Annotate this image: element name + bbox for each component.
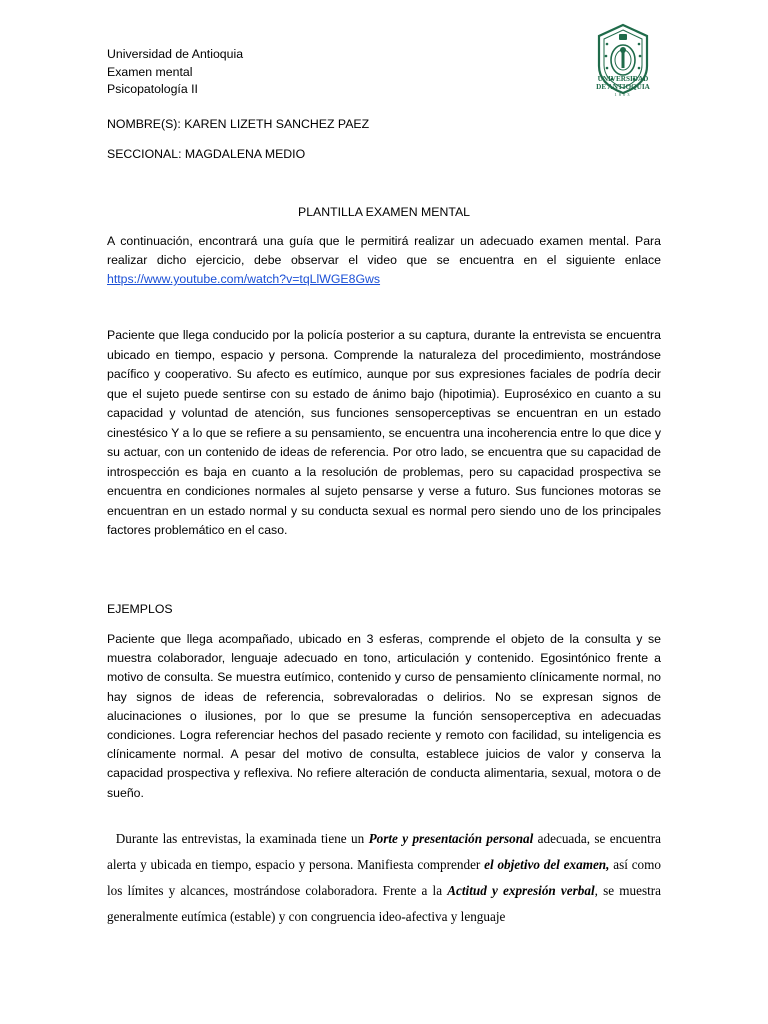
logo-text-line2: DE ANTIOQUIA [596,83,650,91]
interview-paragraph [107,826,661,930]
interview-bold-1: Porte y presentación personal [368,831,534,846]
intro-paragraph [107,232,661,289]
interview-bold-2: el objetivo del examen, [484,857,610,872]
interview-text-2: adecuada, se encuentra alerta y ubicada en tiempo, espacio y persona. Manifiesta comprender [107,831,661,872]
course-line: Psicopatología II [107,82,198,96]
branch-line: SECCIONAL: MAGDALENA MEDIO [107,147,306,161]
examples-heading: EJEMPLOS [107,602,173,616]
student-name-line: NOMBRE(S): KAREN LIZETH SANCHEZ PAEZ [107,117,370,131]
case-paragraph: Paciente que llega conducido por la policía posterior a su captura, durante la entrevista se encuentra ubicado en tiempo, espacio y persona. Comprende la naturaleza del procedimiento, mostrándose pacífico y cooperativo. Su afecto es eutímico, aunque por sus expresiones faciales de podría decir que el sujeto puede sentirse con su estado de ánimo bajo (hipotimia). Euproséxico en cuanto a su capacidad y voluntad de atención, sus funciones sensoperceptivas se encuentran en un estado cinestésico Y a lo que se refiere a su pensamiento, se encuentra una incoherencia entre lo que dice y su actuar, con un contenido de ideas de referencia. Por otro lado, se encuentra que su capacidad de introspección es baja en cuanto a la resolución de problemas, pero su capacidad prospectiva se encuentra en condiciones normales al sujeto pensarse y verse a futuro. Sus funciones motoras se encuentran en un estado normal y su conducta sexual es normal pero siendo uno de los principales factores problemático en el caso. [107,328,661,537]
institution-line: Universidad de Antioquia [107,47,244,61]
interview-bold-3: Actitud y expresión verbal [447,883,595,898]
intro-text: A continuación, encontrará una guía que le permitirá realizar un adecuado examen mental. Para realizar dicho ejercicio, debe observar el video que se encuentra en el siguiente enlace [107,234,661,267]
logo-text-line1: UNIVERSIDAD [597,75,649,83]
example-paragraph: Paciente que llega acompañado, ubicado en 3 esferas, comprende el objeto de la consulta y se muestra colaborador, lenguaje adecuado en tono, articulación y contenido. Egosintónico frente a motivo de consulta. Se muestra eutímico, contenido y curso de pensamiento clínicamente normal, no hay signos de ideas de referencia, sobrevaloradas o delirios. No se expresan signos de alucinaciones o ilusiones, por lo que se presume la función sensoperceptiva en adecuadas condiciones. Logra referenciar hechos del pasado reciente y remoto con facilidad, su inteligencia es clínicamente normal. A pesar del motivo de consulta, establece juicios de valor y conserva la capacidad prospectiva y reflexiva. No refiere alteración de conducta alimentaria, sexual, motora o de sueño. [107,632,661,800]
interview-text-3: así como los límites y alcances, mostrándose colaboradora. Frente a la [107,857,661,898]
document-title: PLANTILLA EXAMEN MENTAL [298,205,470,219]
logo-text-line3: 1803 [614,92,632,97]
youtube-link[interactable]: https://www.youtube.com/watch?v=tqLlWGE8Gws [107,272,381,286]
exam-line: Examen mental [107,65,193,79]
interview-text-4: , se muestra generalmente eutímica (estable) y con congruencia ideo-afectiva y lenguaje [107,883,661,924]
interview-text-1: Durante las entrevistas, la examinada tiene un [115,831,369,846]
